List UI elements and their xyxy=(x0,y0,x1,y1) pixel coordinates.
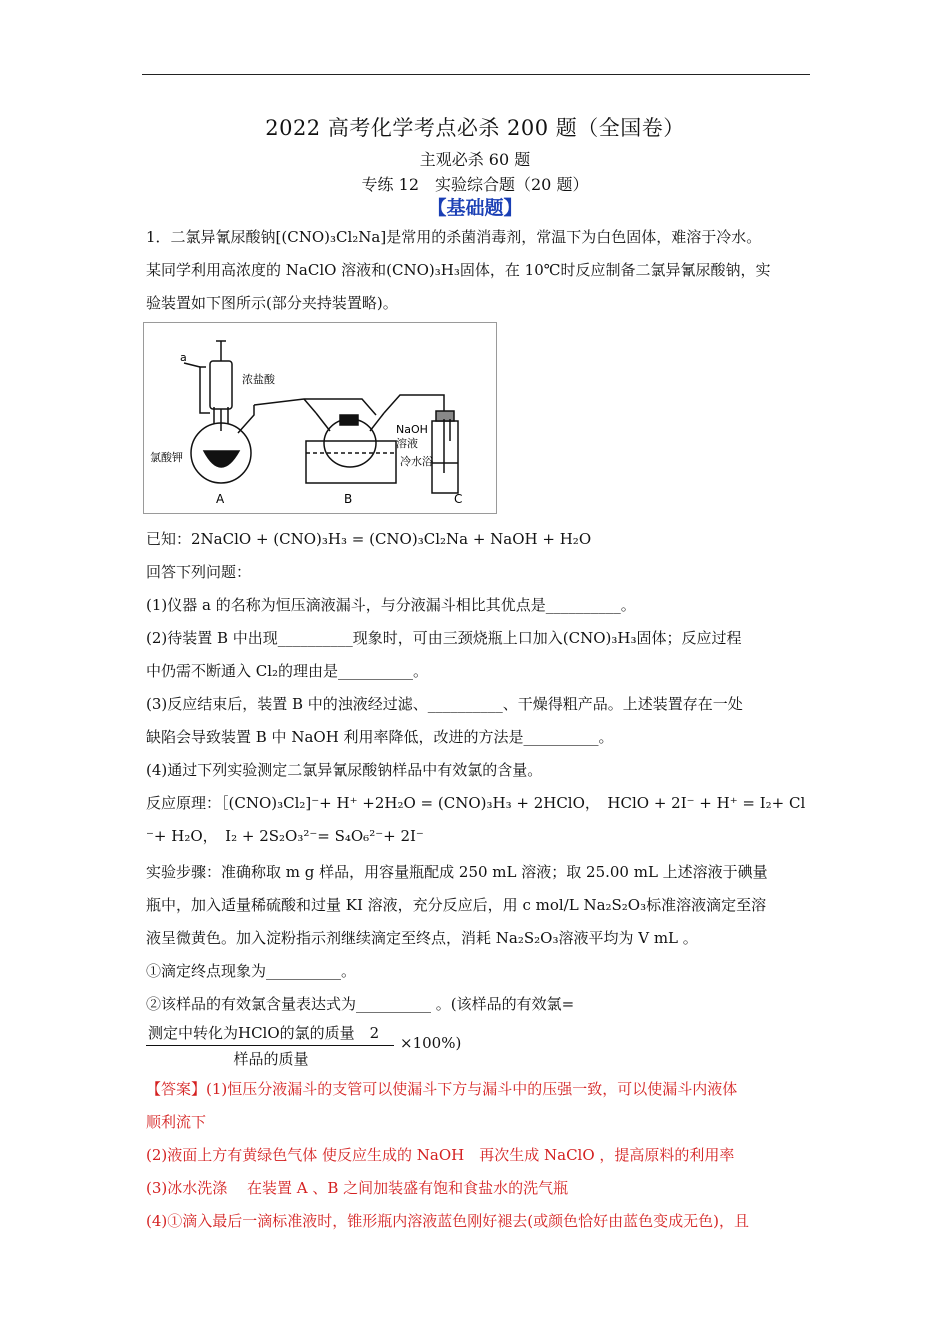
question-part: 瓶中，加入适量稀硫酸和过量 KI 溶液，充分反应后，用 c mol/L Na₂S₂O₃标准溶液滴定至溶 xyxy=(146,896,767,914)
label-A: A xyxy=(216,492,225,506)
question-part: 中仍需不断通入 Cl₂的理由是__________。 xyxy=(146,662,429,680)
apparatus-drawing xyxy=(144,323,496,513)
question-part: 液呈微黄色。加入淀粉指示剂继续滴定至终点，消耗 Na₂S₂O₃溶液平均为 V mL 。 xyxy=(146,929,698,947)
fraction-denominator: 样品的质量 xyxy=(233,1050,309,1068)
question-part: 反应原理：［(CNO)₃Cl₂]⁻+ H⁺ +2H₂O = (CNO)₃H₃ + 2HClO， HClO + 2I⁻ + H⁺ = I₂+ Cl xyxy=(146,794,806,812)
question-part: 缺陷会导致装置 B 中 NaOH 利用率降低，改进的方法是__________。 xyxy=(146,728,614,746)
flask-a-liquid xyxy=(204,451,239,467)
flask-b-stopper xyxy=(340,415,358,425)
question-part: (1)仪器 a 的名称为恒压滴液漏斗，与分液漏斗相比其优点是__________。 xyxy=(146,596,636,614)
answer-line: 顺利流下 xyxy=(146,1113,207,1131)
effective-chlorine-fraction xyxy=(146,1022,396,1069)
flask-b xyxy=(324,419,376,467)
side-arm-a xyxy=(200,367,210,413)
label-hcl: 浓盐酸 xyxy=(242,373,275,386)
fraction-tail: ×100%) xyxy=(400,1034,462,1052)
known-equation: 已知：2NaClO + (CNO)₃H₃ = (CNO)₃Cl₂Na + NaOH + H₂O xyxy=(146,530,592,548)
question-line: 某同学利用高浓度的 NaClO 溶液和(CNO)₃H₃固体，在 10℃时反应制备二氯异氰尿酸钠，实 xyxy=(146,261,771,279)
dropping-funnel xyxy=(210,361,232,409)
subtitle-practice: 专练 12 实验综合题（20 题） xyxy=(361,175,589,194)
header-rule xyxy=(142,74,810,75)
section-heading: 【基础题】 xyxy=(427,197,523,219)
question-part: (2)待装置 B 中出现__________现象时，可由三颈烧瓶上口加入(CNO)₃H₃固体；反应过程 xyxy=(146,629,742,647)
question-part: (3)反应结束后，装置 B 中的浊液经过滤、__________、干燥得粗产品。上述装置存在一处 xyxy=(146,695,743,713)
question-part: ②该样品的有效氯含量表达式为__________ 。(该样品的有效氯= xyxy=(146,995,575,1013)
cold-bath xyxy=(306,441,396,483)
answer-line: (2)液面上方有黄绿色气体 使反应生成的 NaOH 再次生成 NaClO ，提高原料的利用率 xyxy=(146,1146,735,1164)
label-B: B xyxy=(344,492,353,506)
apparatus-figure xyxy=(143,322,497,514)
answer-prompt: 回答下列问题： xyxy=(146,563,252,581)
answer-line: 【答案】(1)恒压分液漏斗的支管可以使漏斗下方与漏斗中的压强一致，可以使漏斗内液体 xyxy=(146,1080,738,1098)
question-line: 验装置如下图所示(部分夹持装置略)。 xyxy=(146,294,398,312)
label-kclo3: 氯酸钾 xyxy=(150,451,183,464)
label-coldbath: 冷水浴 xyxy=(400,455,433,468)
answer-line: (4)①滴入最后一滴标准液时，锥形瓶内溶液蓝色刚好褪去(或颜色恰好由蓝色变成无色)，且 xyxy=(146,1212,749,1230)
answer-line: (3)冰水洗涤 在装置 A 、B 之间加装盛有饱和食盐水的洗气瓶 xyxy=(146,1179,569,1197)
fraction-bar xyxy=(146,1045,394,1046)
question-part: (4)通过下列实验测定二氯异氰尿酸钠样品中有效氯的含量。 xyxy=(146,761,543,779)
page-title: 2022 高考化学考点必杀 200 题（全国卷） xyxy=(265,116,685,140)
question-line: 1．二氯异氰尿酸钠[(CNO)₃Cl₂Na]是常用的杀菌消毒剂，常温下为白色固体，难溶于冷水。 xyxy=(146,228,762,246)
question-part: ⁻+ H₂O， I₂ + 2S₂O₃²⁻= S₄O₆²⁻+ 2I⁻ xyxy=(146,827,424,845)
label-a: a xyxy=(180,351,187,364)
question-part: 实验步骤：准确称取 m g 样品，用容量瓶配成 250 mL 溶液；取 25.00 mL 上述溶液于碘量 xyxy=(146,863,768,881)
subtitle-main: 主观必杀 60 题 xyxy=(419,150,531,169)
label-naoh: NaOH xyxy=(396,423,428,436)
fraction-numerator: 测定中转化为HClO的氯的质量 2 xyxy=(148,1024,380,1042)
question-part: ①滴定终点现象为__________。 xyxy=(146,962,357,980)
label-solution: 溶液 xyxy=(396,437,418,450)
label-C: C xyxy=(454,492,463,506)
bottle-c xyxy=(432,421,458,493)
